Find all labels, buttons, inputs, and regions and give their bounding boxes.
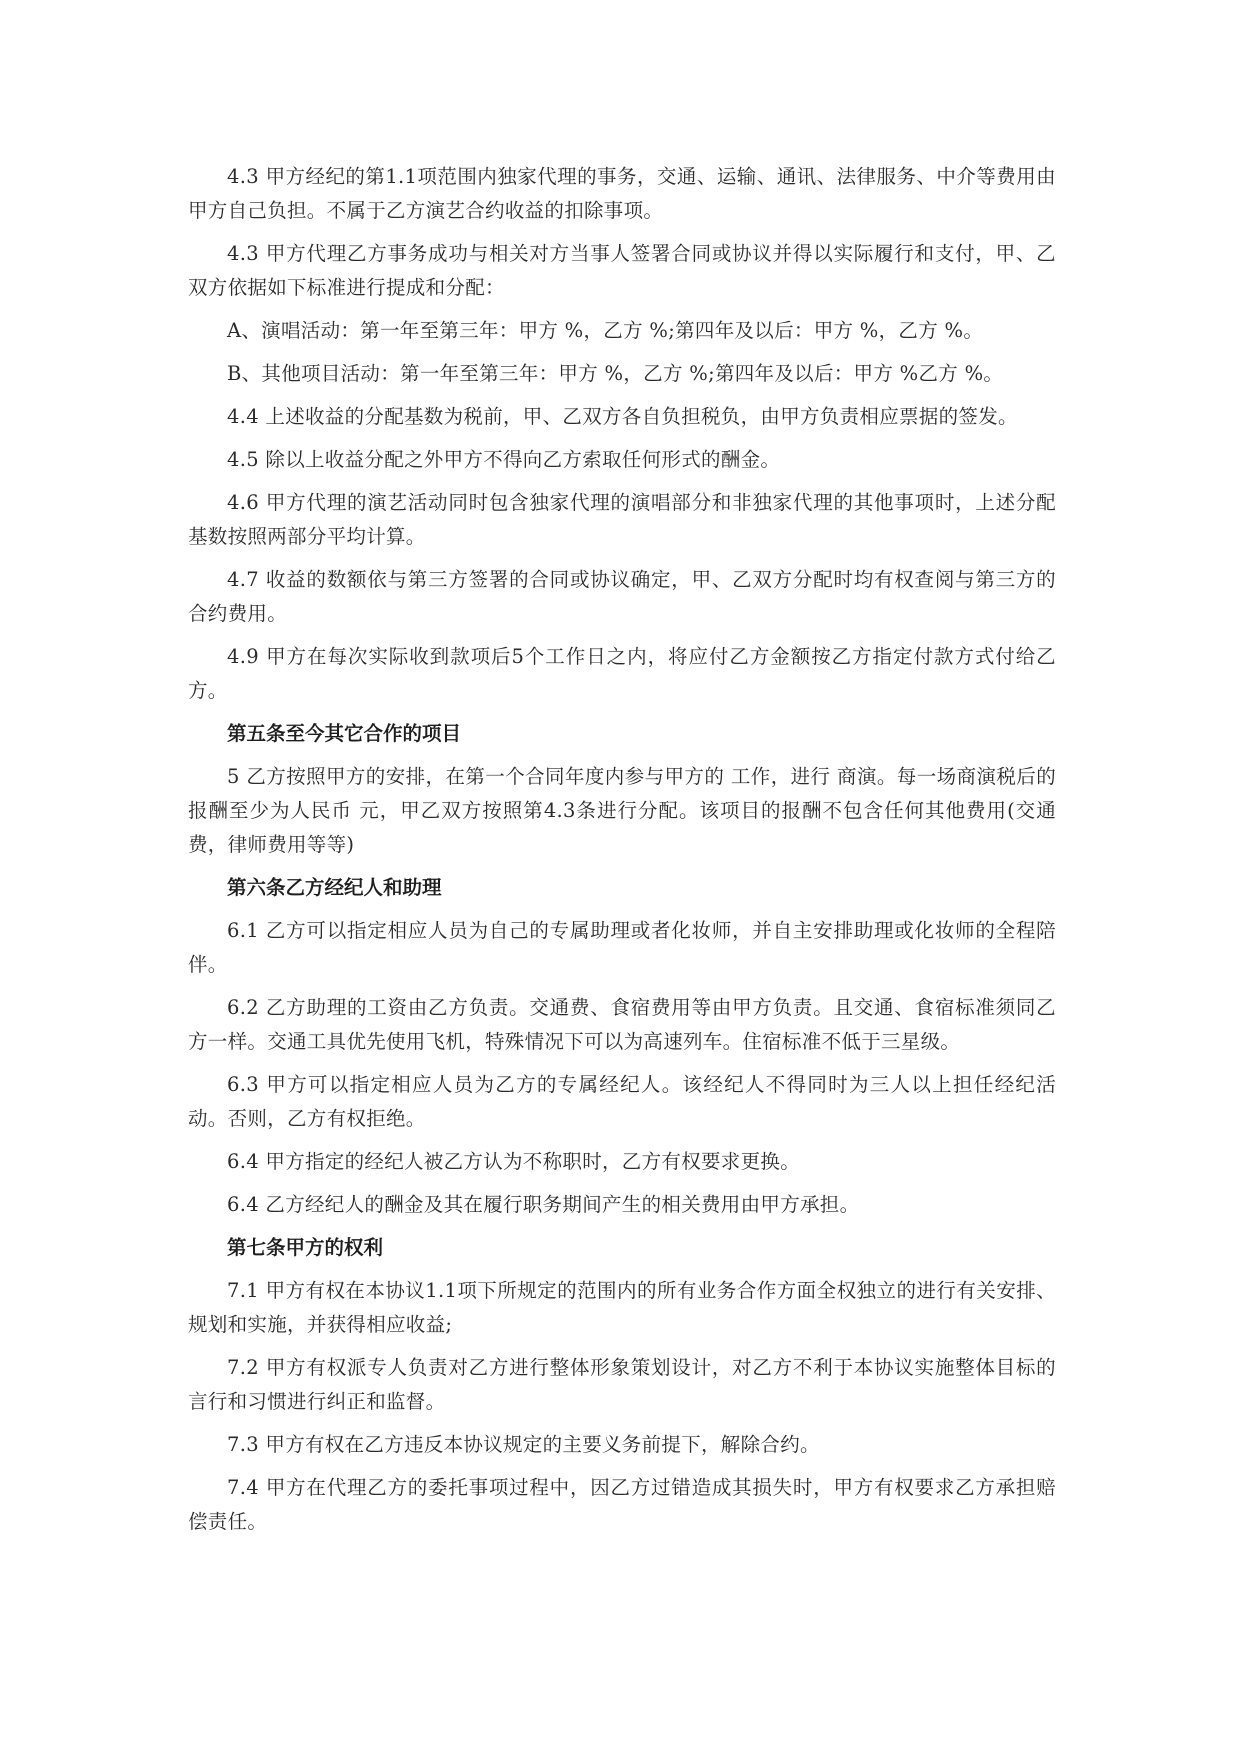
- clause-7-4: 7.4 甲方在代理乙方的委托事项过程中，因乙方过错造成其损失时，甲方有权要求乙方承担赔偿责任。: [188, 1476, 1056, 1533]
- clause-6-4b: 6.4 乙方经纪人的酬金及其在履行职务期间产生的相关费用由甲方承担。: [227, 1193, 860, 1216]
- clause-7-2: 7.2 甲方有权派专人负责对乙方进行整体形象策划设计，对乙方不利于本协议实施整体目标的言行和习惯进行纠正和监督。: [188, 1356, 1056, 1413]
- article-5-heading: 第五条至今其它合作的项目: [227, 722, 462, 745]
- clause-4-3-distribution: 4.3 甲方代理乙方事务成功与相关对方当事人签署合同或协议并得以实际履行和支付，甲、乙双方依据如下标准进行提成和分配：: [188, 242, 1056, 299]
- clause-4-7: 4.7 收益的数额依与第三方签署的合同或协议确定，甲、乙双方分配时均有权查阅与第三方的合约费用。: [188, 568, 1056, 625]
- item-b-other-projects: B、其他项目活动：第一年至第三年：甲方 %，乙方 %;第四年及以后：甲方 %乙方 %。: [227, 362, 1004, 385]
- clause-6-1: 6.1 乙方可以指定相应人员为自己的专属助理或者化妆师，并自主安排助理或化妆师的全程陪伴。: [188, 919, 1056, 976]
- clause-4-9: 4.9 甲方在每次实际收到款项后5个工作日之内，将应付乙方金额按乙方指定付款方式付给乙方。: [188, 645, 1056, 702]
- clause-4-5: 4.5 除以上收益分配之外甲方不得向乙方索取任何形式的酬金。: [227, 448, 781, 471]
- clause-4-3-expenses: 4.3 甲方经纪的第1.1项范围内独家代理的事务，交通、运输、通讯、法律服务、中介等费用由甲方自己负担。不属于乙方演艺合约收益的扣除事项。: [188, 165, 1056, 222]
- clause-7-1: 7.1 甲方有权在本协议1.1项下所规定的范围内的所有业务合作方面全权独立的进行有关安排、规划和实施，并获得相应收益;: [188, 1279, 1056, 1336]
- clause-6-2: 6.2 乙方助理的工资由乙方负责。交通费、食宿费用等由甲方负责。且交通、食宿标准须同乙方一样。交通工具优先使用飞机，特殊情况下可以为高速列车。住宿标准不低于三星级。: [188, 996, 1056, 1053]
- clause-6-4a: 6.4 甲方指定的经纪人被乙方认为不称职时，乙方有权要求更换。: [227, 1150, 801, 1173]
- clause-5: 5 乙方按照甲方的安排，在第一个合同年度内参与甲方的 工作，进行 商演。每一场商演税后的报酬至少为人民币 元，甲乙双方按照第4.3条进行分配。该项目的报酬不包含任何其他费用(交通费，律师费用等等): [188, 765, 1056, 856]
- item-a-singing: A、演唱活动：第一年至第三年：甲方 %，乙方 %;第四年及以后：甲方 %，乙方 %。: [227, 319, 984, 342]
- clause-4-6: 4.6 甲方代理的演艺活动同时包含独家代理的演唱部分和非独家代理的其他事项时，上述分配基数按照两部分平均计算。: [188, 491, 1056, 548]
- article-7-heading: 第七条甲方的权利: [227, 1236, 384, 1259]
- clause-7-3: 7.3 甲方有权在乙方违反本协议规定的主要义务前提下，解除合约。: [227, 1433, 820, 1456]
- clause-4-4: 4.4 上述收益的分配基数为税前，甲、乙双方各自负担税负，由甲方负责相应票据的签发。: [227, 405, 1018, 428]
- article-6-heading: 第六条乙方经纪人和助理: [227, 876, 442, 899]
- document-page: [188, 160, 1056, 1548]
- clause-6-3: 6.3 甲方可以指定相应人员为乙方的专属经纪人。该经纪人不得同时为三人以上担任经纪活动。否则，乙方有权拒绝。: [188, 1073, 1056, 1130]
